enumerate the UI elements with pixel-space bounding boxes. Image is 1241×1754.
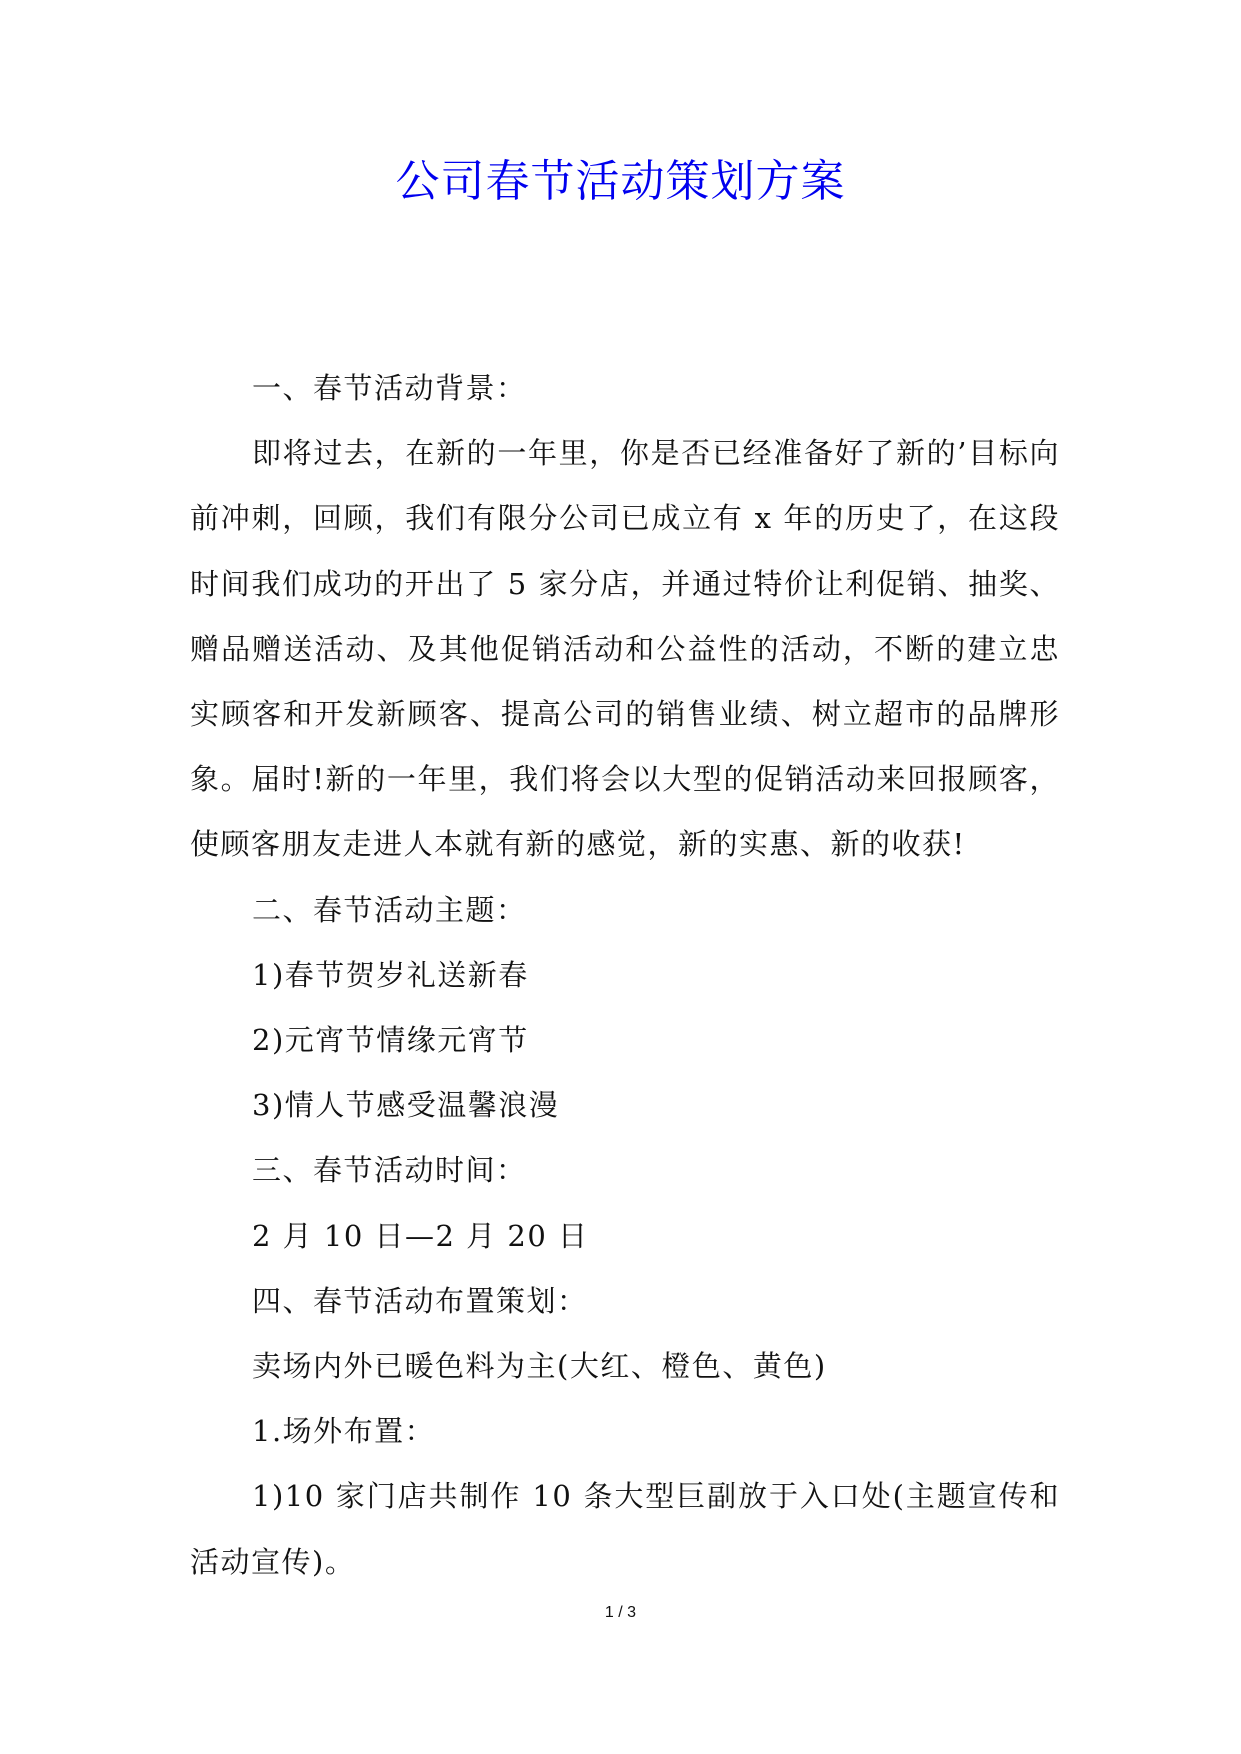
section-heading-background: 一、春节活动背景：	[252, 371, 527, 405]
color-scheme-note: 卖场内外已暖色料为主(大红、橙色、黄色)	[252, 1349, 827, 1384]
theme-item-3: 3)情人节感受温馨浪漫	[252, 1088, 560, 1123]
section-heading-time: 三、春节活动时间：	[252, 1153, 527, 1188]
background-paragraph: 即将过去，在新的一年里，你是否已经准备好了新的’目标向前冲刺，回顾，我们有限分公司已成立有 x 年的历史了，在这段时间我们成功的开出了 5 家分店，并通过特价让利促销、抽奖、赠品赠送活动、及其他促销活动和公益性的活动，不断的建立忠实顾客和开发新顾客、提高公司的销售业绩、树立超市的品牌形象。届时!新的一年里，我们将会以大型的促销活动来回报顾客，使顾客朋友走进人本就有新的感觉，新的实惠、新的收获!	[190, 436, 1060, 862]
section-heading-theme: 二、春节活动主题：	[252, 892, 527, 927]
activity-dates: 2 月 10 日—2 月 20 日	[252, 1218, 589, 1253]
page-number: 1 / 3	[604, 1604, 637, 1621]
section-heading-layout: 四、春节活动布置策划：	[252, 1283, 588, 1318]
document-body	[190, 356, 1060, 1595]
subsection-outdoor-layout: 1.场外布置：	[252, 1414, 436, 1449]
theme-item-1: 1)春节贺岁礼送新春	[252, 957, 529, 992]
theme-item-2: 2)元宵节情缘元宵节	[252, 1023, 529, 1058]
document-title: 公司春节活动策划方案	[395, 156, 846, 207]
outdoor-item-1: 1)10 家门店共制作 10 条大型巨副放于入口处(主题宣传和活动宣传)。	[190, 1479, 1060, 1579]
